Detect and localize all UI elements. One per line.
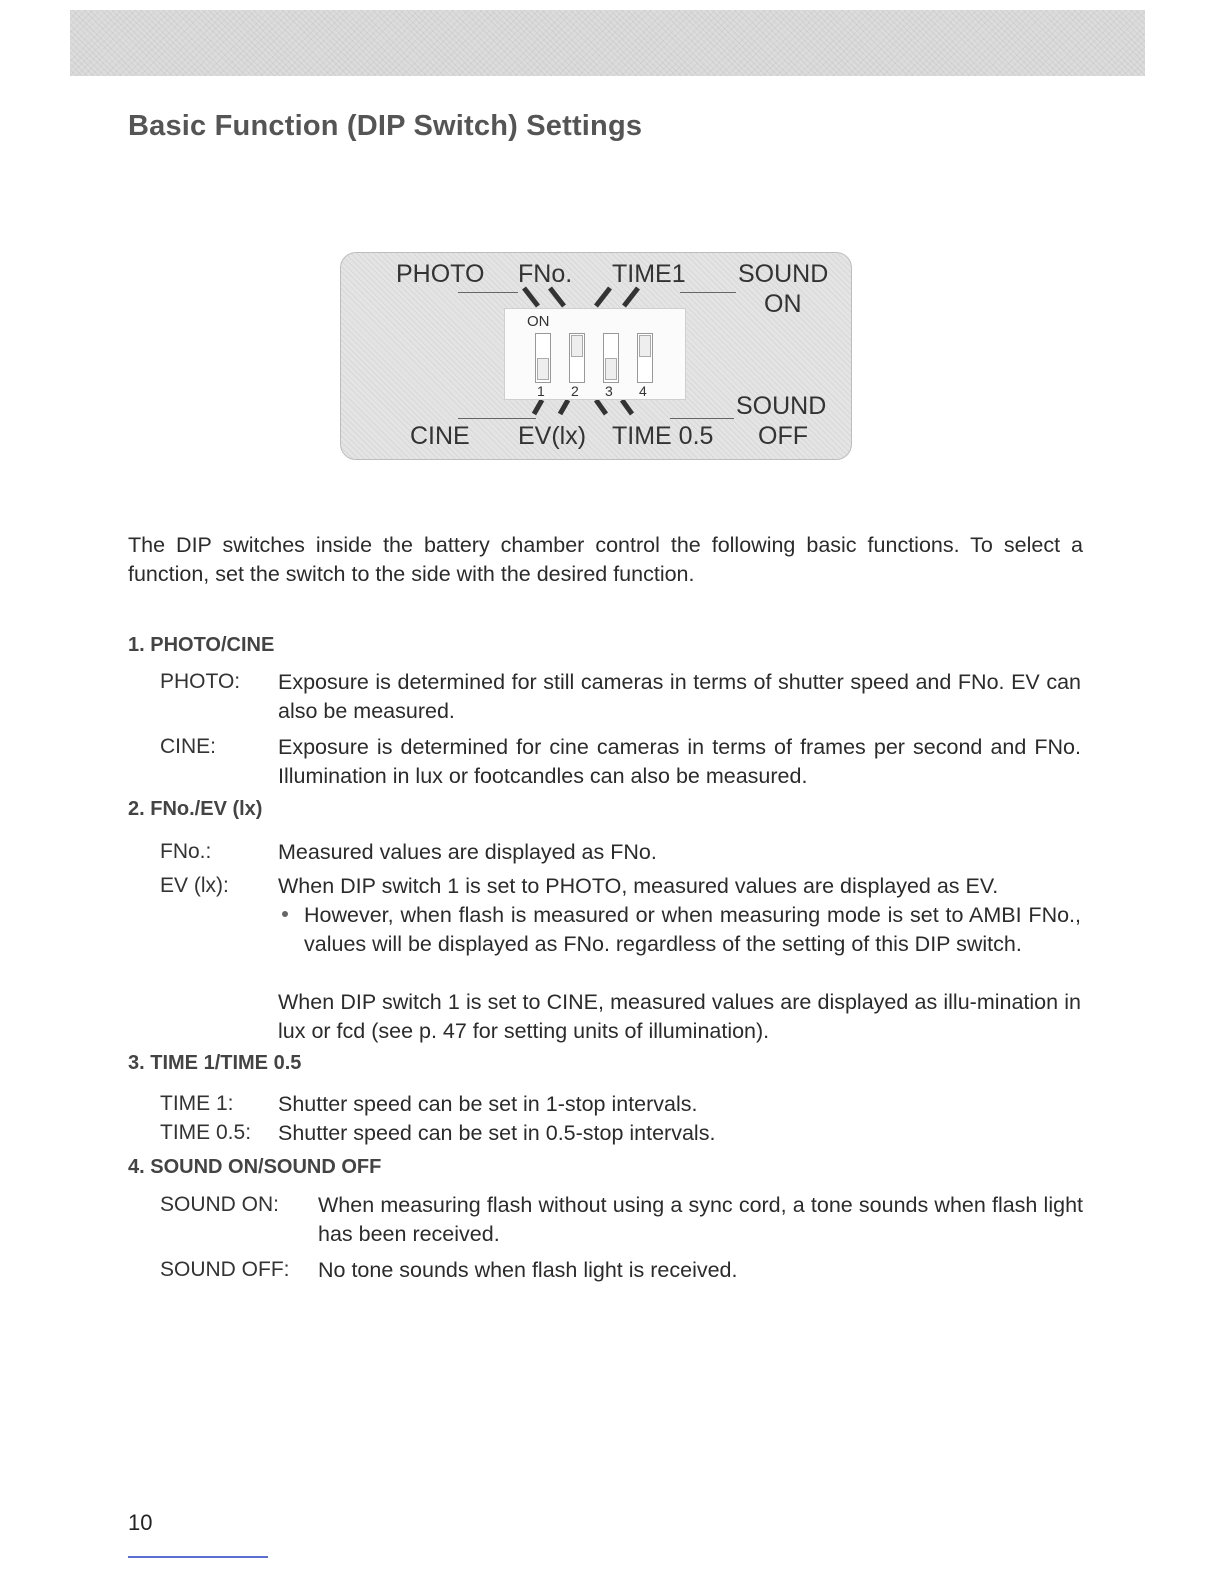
dip-switch-4 — [637, 333, 653, 383]
term-sound-on: SOUND ON: — [160, 1193, 280, 1216]
label-photo: PHOTO — [396, 260, 485, 288]
desc-time1: Shutter speed can be set in 1-stop intervals. — [278, 1092, 698, 1116]
dip-knob-1 — [537, 358, 549, 380]
term-sound-off: SOUND OFF: — [160, 1258, 290, 1281]
section-title-fno-ev: 2. FNo./EV (lx) — [128, 798, 263, 820]
desc-cine: Exposure is determined for cine cameras in terms of frames per second and FNo. Illumination in lux or footcandles can also be measured. — [278, 735, 1081, 788]
dip-on-label: ON — [527, 313, 550, 330]
dip-switch-diagram — [340, 252, 852, 462]
dip-knob-2 — [571, 335, 583, 357]
bullet-dot — [282, 911, 288, 917]
dip-switch-3 — [603, 333, 619, 383]
dip-number-2: 2 — [571, 383, 579, 399]
label-time05: TIME 0.5 — [612, 422, 714, 450]
desc-ev: When DIP switch 1 is set to PHOTO, measured values are displayed as EV. — [278, 874, 999, 898]
section-title-sound: 4. SOUND ON/SOUND OFF — [128, 1156, 382, 1178]
label-cine: CINE — [410, 422, 470, 450]
desc-ev-note: However, when flash is measured or when measuring mode is set to AMBI FNo., values will be displayed as FNo. regardless of the setting of this DIP switch. — [304, 903, 1081, 956]
footer-rule — [128, 1556, 268, 1558]
dip-switch-2 — [569, 333, 585, 383]
desc-sound-off: No tone sounds when flash light is received. — [318, 1258, 738, 1282]
dip-knob-3 — [605, 358, 617, 380]
term-time05: TIME 0.5: — [160, 1121, 252, 1144]
desc-fno: Measured values are displayed as FNo. — [278, 840, 657, 864]
page-title: Basic Function (DIP Switch) Settings — [128, 110, 643, 142]
desc-time05: Shutter speed can be set in 0.5-stop intervals. — [278, 1121, 716, 1145]
label-ev: EV(lx) — [518, 422, 587, 450]
desc-sound-on: When measuring flash without using a sync cord, a tone sounds when flash light has been received. — [318, 1193, 1083, 1246]
term-cine: CINE: — [160, 735, 217, 758]
label-off: OFF — [758, 422, 808, 450]
dip-number-1: 1 — [537, 383, 545, 399]
label-fno: FNo. — [518, 260, 573, 288]
header-band — [70, 10, 1145, 76]
term-photo: PHOTO: — [160, 670, 241, 693]
label-sound-off-top: SOUND — [736, 392, 827, 420]
section-title-photo-cine: 1. PHOTO/CINE — [128, 634, 275, 656]
dip-switch-1 — [535, 333, 551, 383]
desc-ev-cine: When DIP switch 1 is set to CINE, measured values are displayed as illu-mination in lux or fcd (see p. 47 for setting units of illumination). — [278, 990, 1081, 1043]
label-sound-on-top: SOUND — [738, 260, 829, 288]
page-number: 10 — [128, 1510, 153, 1535]
label-time1: TIME1 — [612, 260, 686, 288]
term-ev: EV (lx): — [160, 874, 229, 897]
intro-paragraph: The DIP switches inside the battery chamber control the following basic functions. To select a function, set the switch to the side with the desired function. — [128, 533, 1083, 586]
term-fno: FNo.: — [160, 840, 212, 863]
term-time1: TIME 1: — [160, 1092, 234, 1115]
dip-switch-block — [504, 308, 686, 400]
section-title-time: 3. TIME 1/TIME 0.5 — [128, 1052, 302, 1074]
dip-number-3: 3 — [605, 383, 613, 399]
dip-number-4: 4 — [639, 383, 647, 399]
dip-knob-4 — [639, 335, 651, 357]
label-on: ON — [764, 290, 802, 318]
desc-photo: Exposure is determined for still cameras in terms of shutter speed and FNo. EV can also be measured. — [278, 670, 1081, 723]
